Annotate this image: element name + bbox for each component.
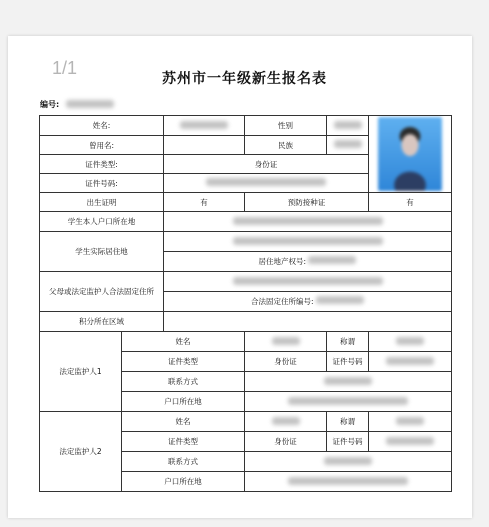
former-name-value — [164, 136, 245, 155]
points-area-label: 积分所在区域 — [40, 312, 164, 332]
guardian1-id-number-value — [369, 352, 452, 372]
photo-cell — [369, 116, 452, 193]
vaccination-value: 有 — [369, 193, 452, 212]
vaccination-label: 预防接种证 — [245, 193, 369, 212]
document-title: 苏州市一年级新生报名表 — [162, 71, 327, 87]
guardian-residence-label: 父母或法定监护人合法固定住所 — [40, 272, 164, 312]
guardian1-id-type-value: 身份证 — [245, 352, 327, 372]
guardian2-hukou-label: 户口所在地 — [122, 472, 245, 492]
guardian1-contact-value — [245, 372, 452, 392]
guardian2-id-number-label: 证件号码 — [327, 432, 369, 452]
name-label: 姓名: — [40, 116, 164, 136]
guardian2-section-label: 法定监护人2 — [40, 412, 122, 492]
name-value — [164, 116, 245, 136]
birth-cert-label: 出生证明 — [40, 193, 164, 212]
guardian2-relation-label: 称谓 — [327, 412, 369, 432]
guardian1-contact-label: 联系方式 — [122, 372, 245, 392]
guardian1-section-label: 法定监护人1 — [40, 332, 122, 412]
residence-label: 学生实际居住地 — [40, 232, 164, 272]
guardian1-relation-value — [369, 332, 452, 352]
guardian2-hukou-value — [245, 472, 452, 492]
id-type-value: 身份证 — [164, 155, 369, 174]
registration-form-table — [39, 115, 452, 492]
property-no-row — [164, 252, 452, 272]
guardian2-contact-value — [245, 452, 452, 472]
guardian2-name-value — [245, 412, 327, 432]
guardian2-relation-value — [369, 412, 452, 432]
guardian1-name-value — [245, 332, 327, 352]
ethnicity-label: 民族 — [245, 136, 327, 155]
student-photo — [378, 117, 442, 191]
redacted-serial — [66, 100, 114, 108]
property-no-label: 居住地产权号: — [258, 257, 307, 266]
guardian2-name-label: 姓名 — [122, 412, 245, 432]
guardian1-hukou-label: 户口所在地 — [122, 392, 245, 412]
gender-value — [327, 116, 369, 136]
guardian2-id-type-value: 身份证 — [245, 432, 327, 452]
id-number-label: 证件号码: — [40, 174, 164, 193]
fixed-residence-no-row — [164, 292, 452, 312]
hukou-label: 学生本人户口所在地 — [40, 212, 164, 232]
id-type-label: 证件类型: — [40, 155, 164, 174]
guardian1-relation-label: 称谓 — [327, 332, 369, 352]
residence-value — [164, 232, 452, 252]
points-area-value — [164, 312, 452, 332]
page-indicator: 1/1 — [52, 58, 78, 78]
guardian-residence-value — [164, 272, 452, 292]
guardian1-name-label: 姓名 — [122, 332, 245, 352]
ethnicity-value — [327, 136, 369, 155]
hukou-value — [164, 212, 452, 232]
former-name-label: 曾用名: — [40, 136, 164, 155]
guardian2-id-type-label: 证件类型 — [122, 432, 245, 452]
serial-label: 编号: — [40, 100, 60, 109]
birth-cert-value: 有 — [164, 193, 245, 212]
guardian1-hukou-value — [245, 392, 452, 412]
id-number-value — [164, 174, 369, 193]
gender-label: 性别 — [245, 116, 327, 136]
guardian2-contact-label: 联系方式 — [122, 452, 245, 472]
guardian2-id-number-value — [369, 432, 452, 452]
guardian1-id-type-label: 证件类型 — [122, 352, 245, 372]
fixed-residence-no-label: 合法固定住所编号: — [251, 297, 314, 306]
guardian1-id-number-label: 证件号码 — [327, 352, 369, 372]
